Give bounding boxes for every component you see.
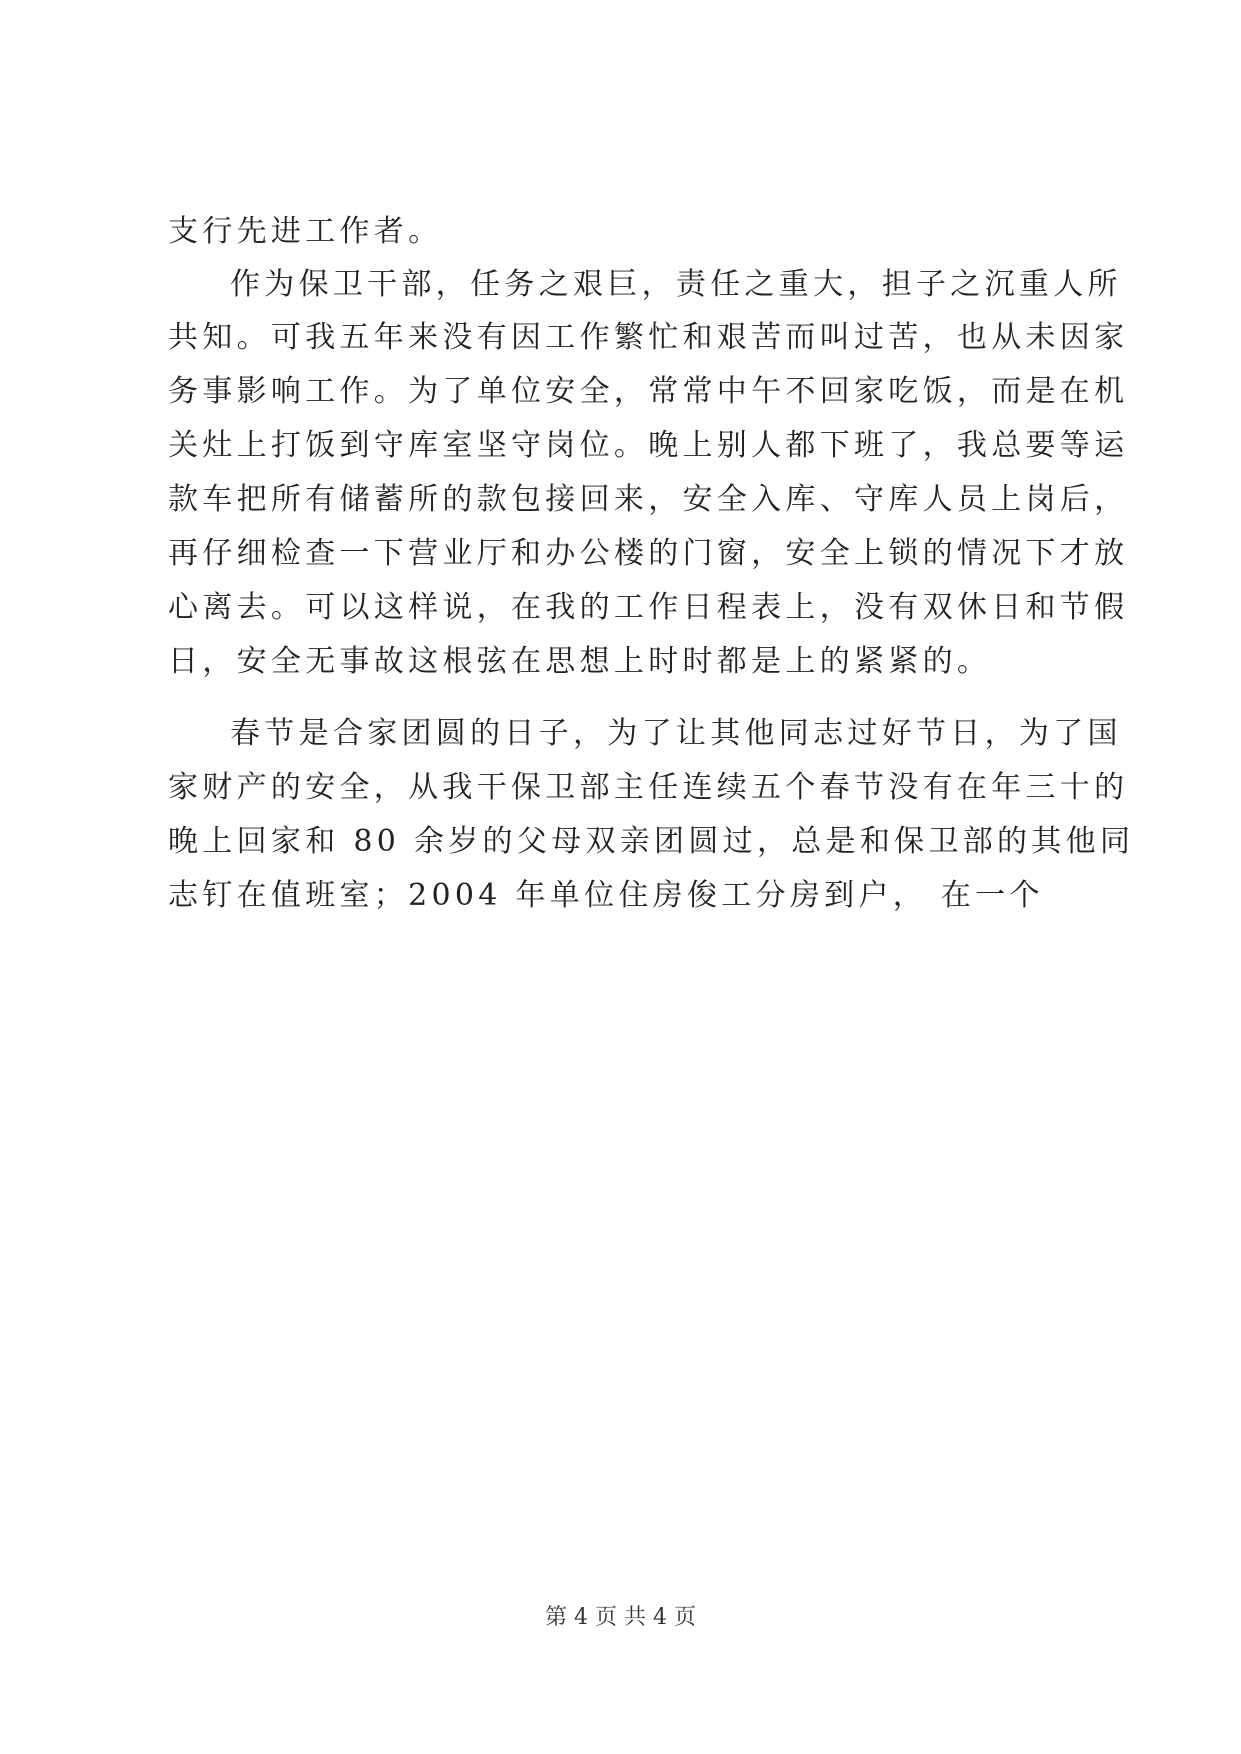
text-line: 再仔细检查一下营业厅和办公楼的门窗，安全上锁的情况下才放 (168, 536, 1129, 571)
text-line: 日，安全无事故这根弦在思想上时时都是上的紧紧的。 (168, 644, 992, 679)
text-line: 心离去。可以这样说，在我的工作日程表上，没有双休日和节假 (168, 590, 1129, 625)
text-line: 晚上回家和 80 余岁的父母双亲团圆过，总是和保卫部的其他同 (168, 824, 1135, 859)
text-line: 家财产的安全，从我干保卫部主任连续五个春节没有在年三十的 (168, 770, 1129, 805)
text-line: 款车把所有储蓄所的款包接回来，安全入库、守库人员上岗后， (168, 482, 1129, 517)
text-line: 志钉在值班室；2004 年单位住房俊工分房到户， 在一个 (168, 878, 1044, 913)
text-line: 务事影响工作。为了单位安全，常常中午不回家吃饭，而是在机 (168, 374, 1129, 409)
text-line: 共知。可我五年来没有因工作繁忙和艰苦而叫过苦，也从未因家 (168, 320, 1129, 355)
text-line: 关灶上打饭到守库室坚守岗位。晚上别人都下班了，我总要等运 (168, 428, 1129, 463)
page-number-footer: 第 4 页 共 4 页 (545, 1605, 696, 1630)
text-line: 支行先进工作者。 (168, 214, 443, 249)
paragraph-start-line: 作为保卫干部，任务之艰巨，责任之重大，担子之沉重人所 (230, 267, 1122, 302)
paragraph-start-line: 春节是合家团圆的日子，为了让其他同志过好节日，为了国 (230, 716, 1122, 751)
